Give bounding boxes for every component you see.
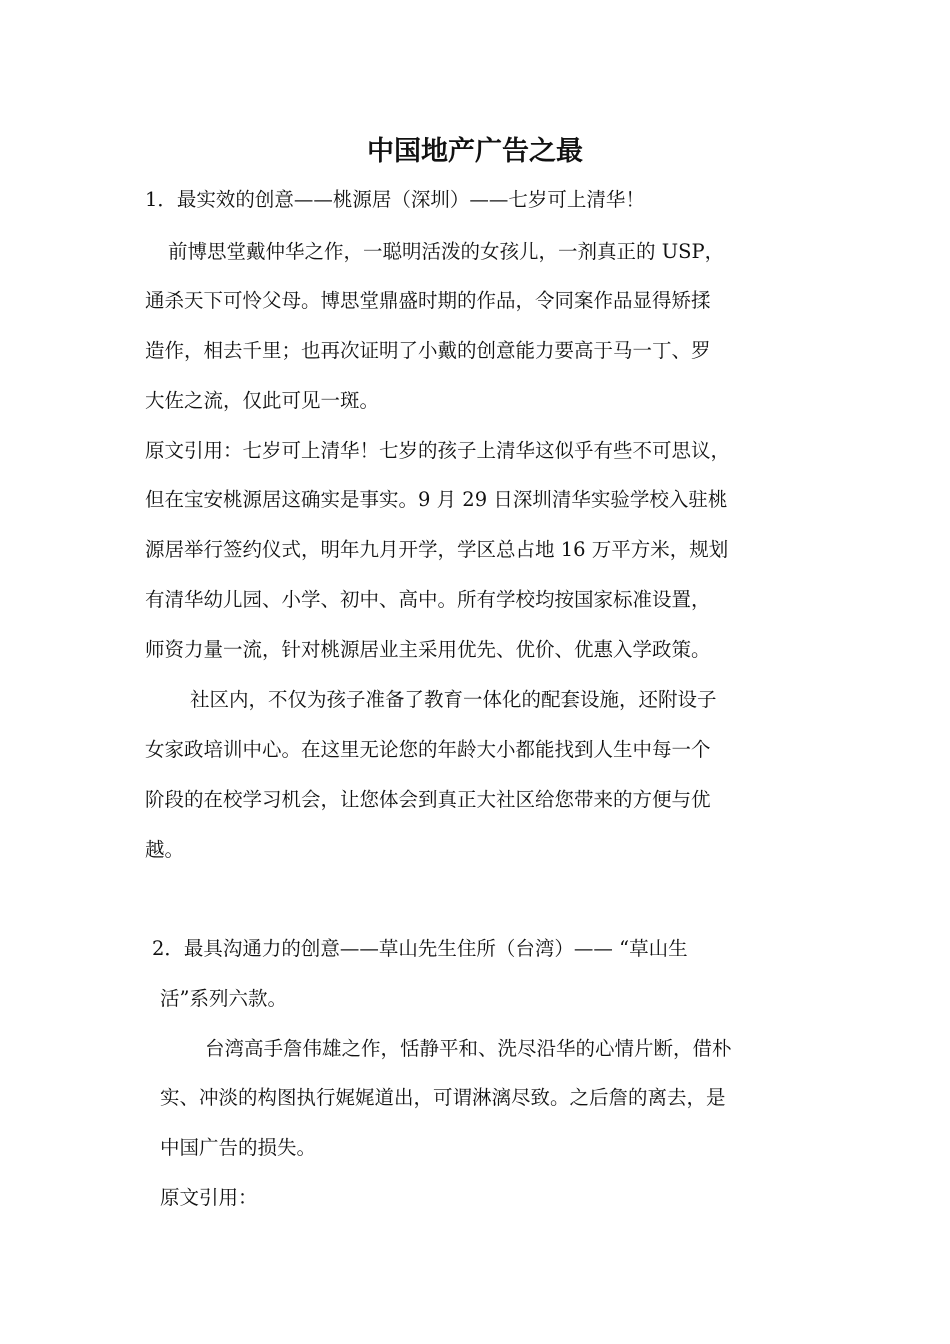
section2-quote-label: 原文引用： <box>160 1186 258 1209</box>
section1-community-line: 阶段的在校学习机会，让您体会到真正大社区给您带来的方便与优 <box>145 788 711 811</box>
section1-heading: 1．最实效的创意——桃源居（深圳）——七岁可上清华！ <box>145 188 645 211</box>
section1-community-line: 社区内，不仅为孩子准备了教育一体化的配套设施，还附设子 <box>190 688 717 711</box>
section2-heading-line: 2．最具沟通力的创意——草山先生住所（台湾）—— “草山生 <box>152 937 688 960</box>
section2-commentary-line: 实、冲淡的构图执行娓娓道出，可谓淋漓尽致。之后詹的离去，是 <box>160 1086 726 1109</box>
section1-commentary-line: 大佐之流，仅此可见一斑。 <box>145 389 380 412</box>
section2-commentary-line: 台湾高手詹伟雄之作，恬静平和、洗尽沿华的心情片断，借朴 <box>205 1037 732 1060</box>
section1-community-line: 越。 <box>145 838 185 861</box>
section1-commentary-line: 造作，相去千里；也再次证明了小戴的创意能力要高于马一丁、罗 <box>145 339 711 362</box>
document-title: 中国地产广告之最 <box>367 136 583 167</box>
section1-quote-line: 源居举行签约仪式，明年九月开学，学区总占地 16 万平方米，规划 <box>145 538 729 561</box>
section1-quote-line: 有清华幼儿园、小学、初中、高中。所有学校均按国家标准设置， <box>145 588 711 611</box>
section2-heading-line: 活”系列六款。 <box>160 987 287 1010</box>
section1-quote-line: 原文引用：七岁可上清华！七岁的孩子上清华这似乎有些不可思议， <box>145 439 731 462</box>
section1-community-line: 女家政培训中心。在这里无论您的年龄大小都能找到人生中每一个 <box>145 738 711 761</box>
section1-commentary-line: 前博思堂戴仲华之作，一聪明活泼的女孩儿，一剂真正的 USP， <box>168 240 725 263</box>
section2-commentary-line: 中国广告的损失。 <box>160 1136 317 1159</box>
section1-commentary-line: 通杀天下可怜父母。博思堂鼎盛时期的作品，令同案作品显得矫揉 <box>145 289 711 312</box>
section1-quote-line: 师资力量一流，针对桃源居业主采用优先、优价、优惠入学政策。 <box>145 638 711 661</box>
section1-quote-line: 但在宝安桃源居这确实是事实。9 月 29 日深圳清华实验学校入驻桃 <box>145 488 728 511</box>
